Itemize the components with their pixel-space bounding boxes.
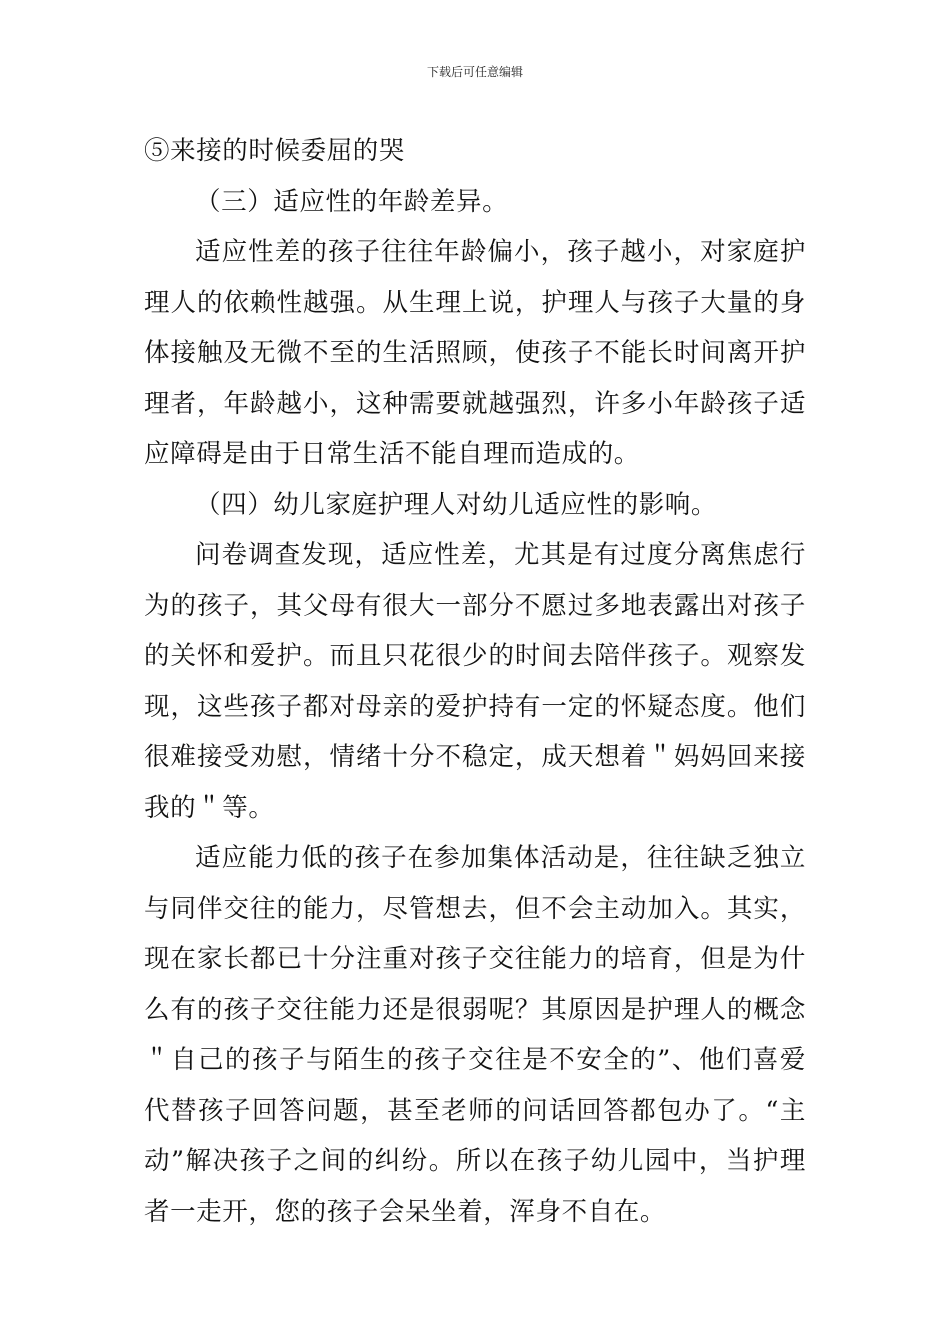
paragraph-age-differences: 适应性差的孩子往往年龄偏小，孩子越小，对家庭护理人的依赖性越强。从生理上说，护理人与孩子大量的身体接触及无微不至的生活照顾，使孩子不能长时间离开护理者，年龄越小，这种需要就越强烈，许多小年龄孩子适应障碍是由于日常生活不能自理而造成的。 <box>144 237 806 469</box>
paragraph-social-ability: 适应能力低的孩子在参加集体活动是，往往缺乏独立与同伴交往的能力，尽管想去，但不会主动加入。其实，现在家长都已十分注重对孩子交往能力的培育，但是为什么有的孩子交往能力还是很弱呢？其原因是护理人的概念＂自己的孩子与陌生的孩子交往是不安全的”、他们喜爱代替孩子回答问题，甚至老师的问话回答都包办了。“主动”解决孩子之间的纠纷。所以在孩子幼儿园中，当护理者一走开，您的孩子会呆坐着，浑身不自在。 <box>144 843 806 1227</box>
paragraph-list-item-5: ⑤来接的时候委屈的哭 <box>144 136 406 166</box>
page-header-note: 下载后可任意编辑 <box>426 65 523 79</box>
document-body <box>144 126 806 1237</box>
section-heading-4: （四）幼儿家庭护理人对幼儿适应性的影响。 <box>195 489 718 520</box>
paragraph-survey-findings: 问卷调查发现，适应性差，尤其是有过度分离焦虑行为的孩子，其父母有很大一部分不愿过多地表露出对孩子的关怀和爱护。而且只花很少的时间去陪伴孩子。观察发现，这些孩子都对母亲的爱护持有一定的怀疑态度。他们很难接受劝慰，情绪十分不稳定，成天想着＂妈妈回来接我的＂等。 <box>144 540 806 823</box>
section-heading-3: （三）适应性的年龄差异。 <box>195 186 509 217</box>
